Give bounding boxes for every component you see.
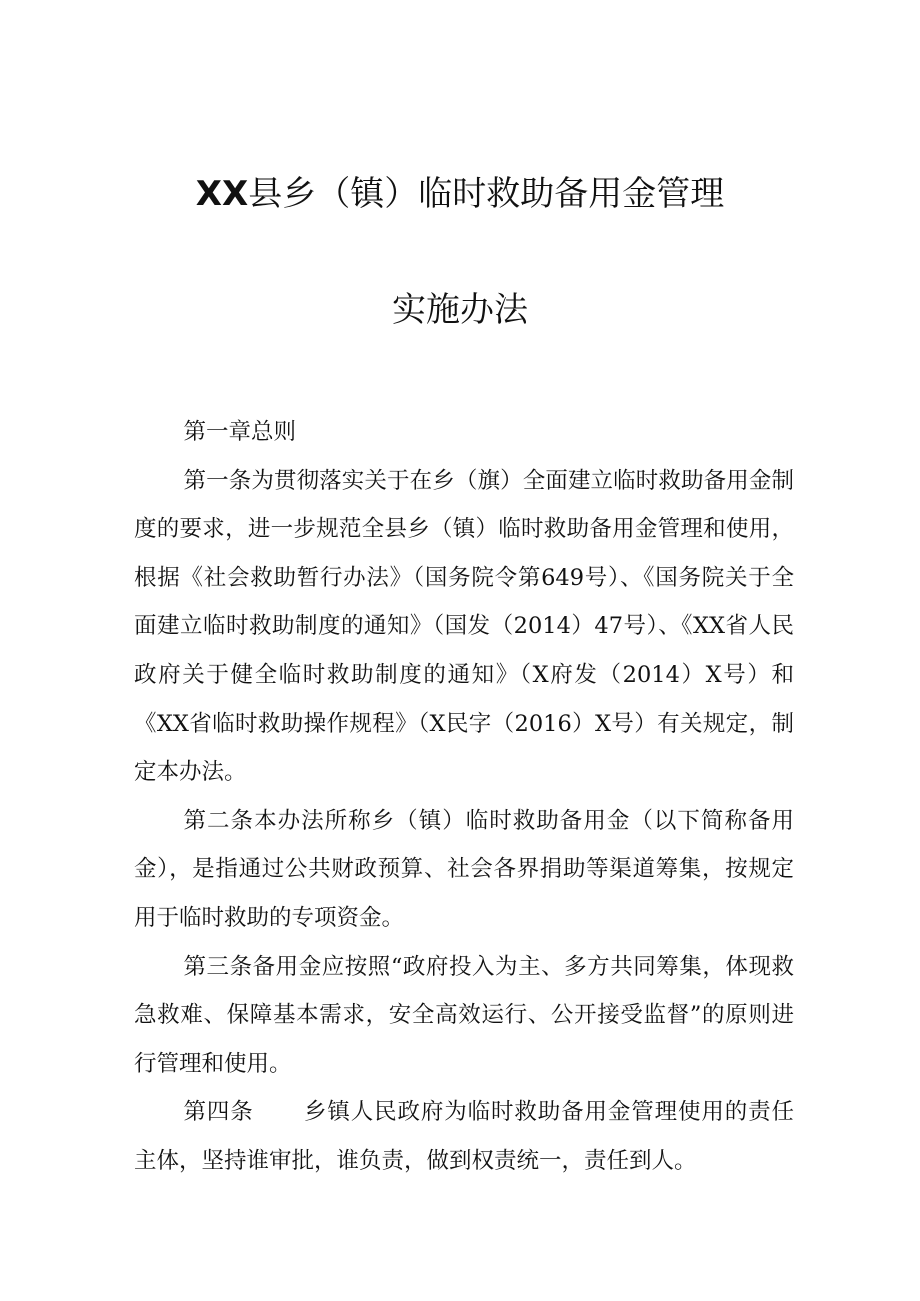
document-body <box>134 408 794 1186</box>
article-2 <box>134 797 794 943</box>
article-1 <box>134 457 794 797</box>
title-line-1-text: 县乡（镇）临时救助备用金管理 <box>248 174 725 214</box>
article-2-label: 第二条 <box>183 807 255 834</box>
article-1-text: 为贯彻落实关于在乡（旗）全面建立临时救助备用金制度的要求，进一步规范全县乡（镇）临时救助备用金管理和使用，根据《社会救助暂行办法》（国务院令第649号）、《国务院关于全面建立临时救助制度的通知》（国发（2014）47号）、《XX省人民政府关于健全临时救助制度的通知》（X府发（2014）X号）和《XX省临时救助操作规程》（X民字（2016）X号）有关规定，制定本办法。 <box>134 467 794 786</box>
article-4-label: 第四条 <box>183 1099 254 1126</box>
article-3-text: 备用金应按照“政府投入为主、多方共同筹集，体现救急救难、保障基本需求，安全高效运行、公开接受监督”的原则进行管理和使用。 <box>134 953 794 1077</box>
title-prefix: XX <box>195 174 249 214</box>
article-3-label: 第三条 <box>183 953 253 980</box>
article-1-label: 第一条 <box>183 467 252 494</box>
document-title-line-2: 实施办法 <box>392 290 528 330</box>
chapter-heading: 第一章总则 <box>183 419 297 445</box>
article-3 <box>134 943 794 1089</box>
article-4-text: 乡镇人民政府为临时救助备用金管理使用的责任主体，坚持谁审批，谁负责，做到权责统一，责任到人。 <box>134 1099 794 1174</box>
article-4 <box>134 1088 794 1185</box>
article-2-text: 本办法所称乡（镇）临时救助备用金（以下简称备用金），是指通过公共财政预算、社会各界捐助等渠道筹集，按规定用于临时救助的专项资金。 <box>134 807 794 931</box>
document-title-line-1 <box>0 166 920 215</box>
